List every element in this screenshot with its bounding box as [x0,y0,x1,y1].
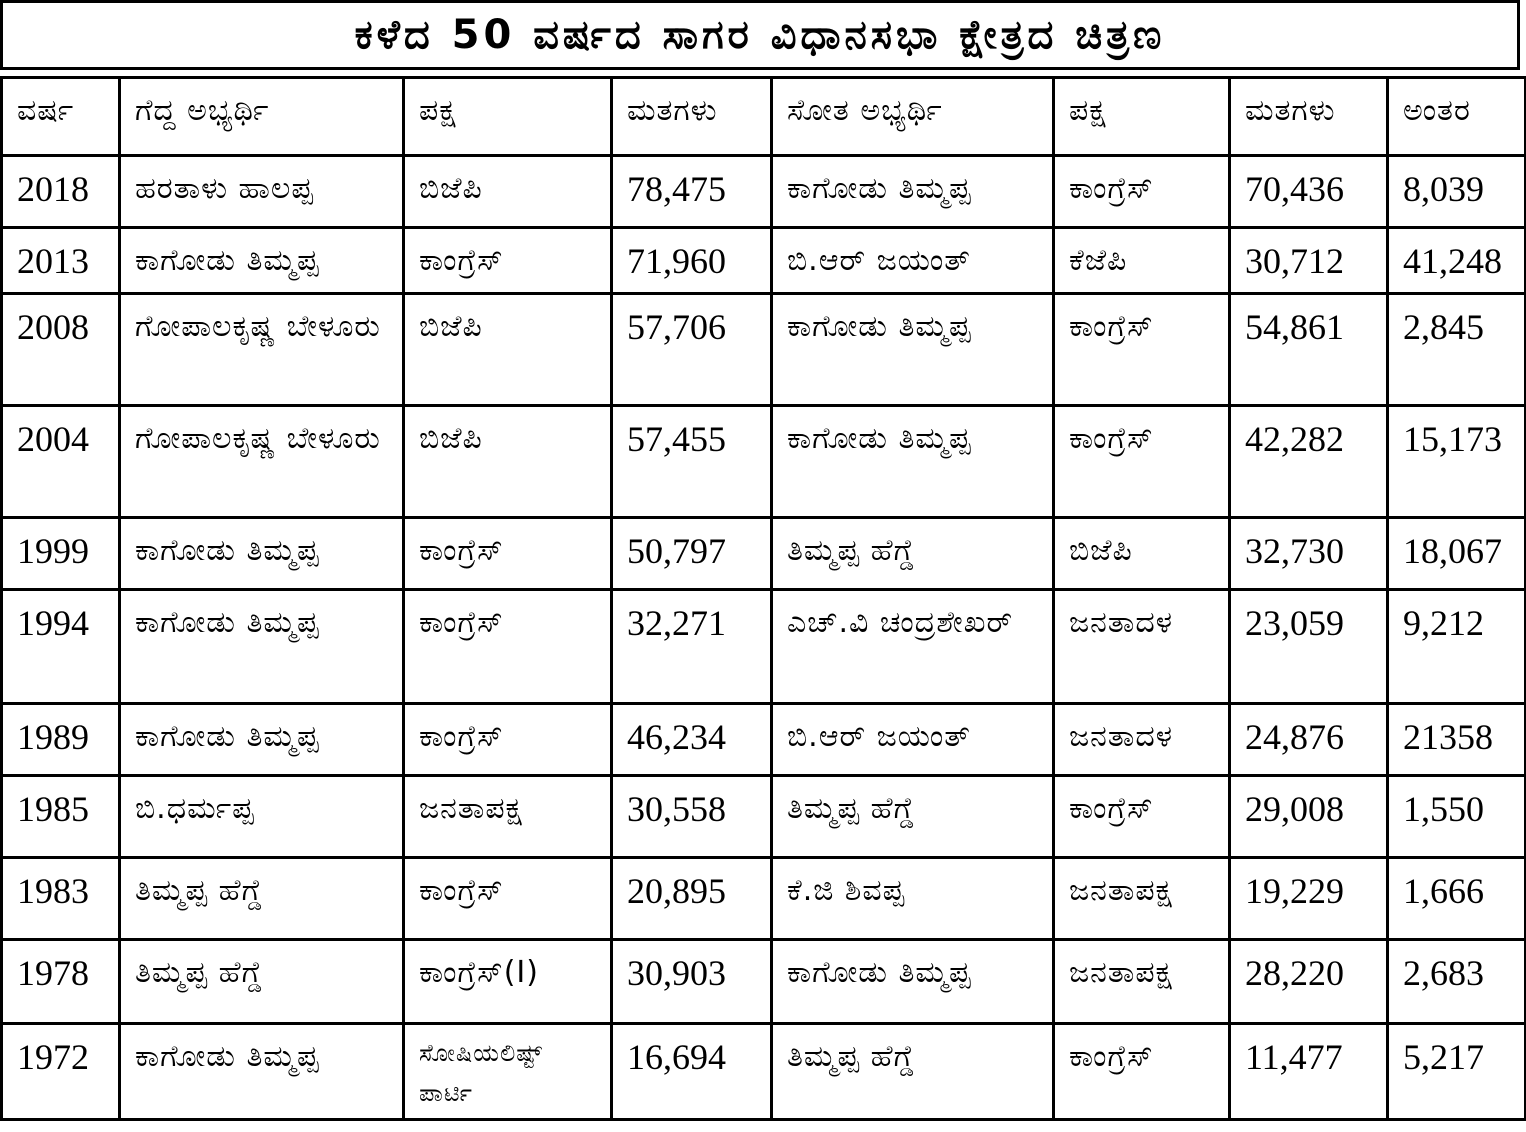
cell-loser-party: ಕಾಂಗ್ರೆಸ್ [1054,156,1230,228]
cell-loser: ತಿಮ್ಮಪ್ಪ ಹೆಗ್ಡೆ [772,1024,1054,1120]
cell-winner-party: ಕಾಂಗ್ರೆಸ್ [404,590,612,704]
cell-loser-party: ಜನತಾದಳ [1054,704,1230,776]
header-winner-votes: ಮತಗಳು [612,78,772,156]
cell-winner: ಗೋಪಾಲಕೃಷ್ಣ ಬೇಳೂರು [120,294,404,406]
cell-winner: ಹರತಾಳು ಹಾಲಪ್ಪ [120,156,404,228]
cell-winner: ಬಿ.ಧರ್ಮಪ್ಪ [120,776,404,858]
cell-winner-votes: 57,706 [612,294,772,406]
cell-year: 1994 [2,590,120,704]
cell-loser: ತಿಮ್ಮಪ್ಪ ಹೆಗ್ಡೆ [772,776,1054,858]
cell-loser-votes: 19,229 [1230,858,1388,940]
table-row [2,294,1526,406]
header-winner-party: ಪಕ್ಷ [404,78,612,156]
cell-margin: 5,217 [1388,1024,1526,1120]
table-row [2,518,1526,590]
cell-winner-votes: 50,797 [612,518,772,590]
cell-winner-party: ಬಿಜೆಪಿ [404,156,612,228]
cell-loser-votes: 30,712 [1230,228,1388,294]
cell-winner: ಕಾಗೋಡು ತಿಮ್ಮಪ್ಪ [120,1024,404,1120]
cell-margin: 9,212 [1388,590,1526,704]
cell-winner-party: ಕಾಂಗ್ರೆಸ್ [404,228,612,294]
cell-winner-party: ಕಾಂಗ್ರೆಸ್(I) [404,940,612,1024]
cell-loser-votes: 23,059 [1230,590,1388,704]
cell-winner-party: ಕಾಂಗ್ರೆಸ್ [404,704,612,776]
cell-year: 2008 [2,294,120,406]
header-margin: ಅಂತರ [1388,78,1526,156]
table-row [2,590,1526,704]
cell-margin: 41,248 [1388,228,1526,294]
cell-margin: 15,173 [1388,406,1526,518]
cell-winner-votes: 20,895 [612,858,772,940]
election-results-table [0,76,1526,1121]
header-winner: ಗೆದ್ದ ಅಭ್ಯರ್ಥಿ [120,78,404,156]
header-row [2,78,1526,156]
cell-winner-party: ಕಾಂಗ್ರೆಸ್ [404,518,612,590]
cell-loser-votes: 70,436 [1230,156,1388,228]
table-row [2,858,1526,940]
cell-winner-party: ಸೋಷಿಯಲಿಷ್ಟ್ ಪಾರ್ಟಿ [404,1024,612,1120]
cell-year: 1989 [2,704,120,776]
cell-winner-votes: 32,271 [612,590,772,704]
cell-margin: 8,039 [1388,156,1526,228]
cell-margin: 21358 [1388,704,1526,776]
cell-loser-party: ಕಾಂಗ್ರೆಸ್ [1054,776,1230,858]
cell-margin: 2,845 [1388,294,1526,406]
cell-winner: ತಿಮ್ಮಪ್ಪ ಹೆಗ್ಡೆ [120,858,404,940]
cell-winner: ಕಾಗೋಡು ತಿಮ್ಮಪ್ಪ [120,518,404,590]
table-row [2,940,1526,1024]
cell-year: 1972 [2,1024,120,1120]
cell-loser: ತಿಮ್ಮಪ್ಪ ಹೆಗ್ಡೆ [772,518,1054,590]
cell-winner-votes: 30,558 [612,776,772,858]
cell-margin: 18,067 [1388,518,1526,590]
cell-winner: ಗೋಪಾಲಕೃಷ್ಣ ಬೇಳೂರು [120,406,404,518]
cell-loser-votes: 28,220 [1230,940,1388,1024]
cell-loser: ಕಾಗೋಡು ತಿಮ್ಮಪ್ಪ [772,294,1054,406]
table-row [2,1024,1526,1120]
cell-winner: ಕಾಗೋಡು ತಿಮ್ಮಪ್ಪ [120,590,404,704]
cell-year: 1999 [2,518,120,590]
cell-winner: ಕಾಗೋಡು ತಿಮ್ಮಪ್ಪ [120,704,404,776]
header-loser: ಸೋತ ಅಭ್ಯರ್ಥಿ [772,78,1054,156]
cell-winner-votes: 78,475 [612,156,772,228]
cell-winner: ಕಾಗೋಡು ತಿಮ್ಮಪ್ಪ [120,228,404,294]
cell-loser-party: ಕೆಜೆಪಿ [1054,228,1230,294]
cell-loser-votes: 32,730 [1230,518,1388,590]
page-title-box [0,0,1520,70]
table-row [2,228,1526,294]
cell-loser: ಬಿ.ಆರ್ ಜಯಂತ್ [772,704,1054,776]
header-loser-votes: ಮತಗಳು [1230,78,1388,156]
cell-winner: ತಿಮ್ಮಪ್ಪ ಹೆಗ್ಡೆ [120,940,404,1024]
table-row [2,776,1526,858]
cell-loser-votes: 42,282 [1230,406,1388,518]
cell-margin: 1,666 [1388,858,1526,940]
cell-margin: 2,683 [1388,940,1526,1024]
header-year: ವರ್ಷ [2,78,120,156]
cell-loser: ಎಚ್.ವಿ ಚಂದ್ರಶೇಖರ್ [772,590,1054,704]
cell-winner-votes: 57,455 [612,406,772,518]
cell-year: 1983 [2,858,120,940]
cell-loser-votes: 54,861 [1230,294,1388,406]
cell-year: 2004 [2,406,120,518]
cell-loser-party: ಕಾಂಗ್ರೆಸ್ [1054,406,1230,518]
cell-winner-party: ಬಿಜೆಪಿ [404,294,612,406]
cell-loser-votes: 24,876 [1230,704,1388,776]
cell-margin: 1,550 [1388,776,1526,858]
cell-year: 1978 [2,940,120,1024]
cell-loser-party: ಜನತಾದಳ [1054,590,1230,704]
cell-loser: ಬಿ.ಆರ್ ಜಯಂತ್ [772,228,1054,294]
cell-winner-party: ಜನತಾಪಕ್ಷ [404,776,612,858]
cell-year: 2018 [2,156,120,228]
cell-year: 2013 [2,228,120,294]
cell-winner-party: ಬಿಜೆಪಿ [404,406,612,518]
cell-loser-party: ಬಿಜೆಪಿ [1054,518,1230,590]
table-row [2,704,1526,776]
cell-loser: ಕೆ.ಜಿ ಶಿವಪ್ಪ [772,858,1054,940]
cell-year: 1985 [2,776,120,858]
cell-winner-votes: 46,234 [612,704,772,776]
table-row [2,406,1526,518]
cell-loser-party: ಕಾಂಗ್ರೆಸ್ [1054,1024,1230,1120]
cell-winner-votes: 16,694 [612,1024,772,1120]
table-row [2,156,1526,228]
page-title: ಕಳೆದ 50 ವರ್ಷದ ಸಾಗರ ವಿಧಾನಸಭಾ ಕ್ಷೇತ್ರದ ಚಿತ್ರಣ [354,12,1166,58]
cell-loser-votes: 29,008 [1230,776,1388,858]
cell-winner-votes: 71,960 [612,228,772,294]
cell-loser-party: ಕಾಂಗ್ರೆಸ್ [1054,294,1230,406]
cell-loser-votes: 11,477 [1230,1024,1388,1120]
cell-loser: ಕಾಗೋಡು ತಿಮ್ಮಪ್ಪ [772,406,1054,518]
cell-loser-party: ಜನತಾಪಕ್ಷ [1054,940,1230,1024]
cell-winner-votes: 30,903 [612,940,772,1024]
cell-loser: ಕಾಗೋಡು ತಿಮ್ಮಪ್ಪ [772,940,1054,1024]
cell-loser: ಕಾಗೋಡು ತಿಮ್ಮಪ್ಪ [772,156,1054,228]
header-loser-party: ಪಕ್ಷ [1054,78,1230,156]
cell-winner-party: ಕಾಂಗ್ರೆಸ್ [404,858,612,940]
cell-loser-party: ಜನತಾಪಕ್ಷ [1054,858,1230,940]
